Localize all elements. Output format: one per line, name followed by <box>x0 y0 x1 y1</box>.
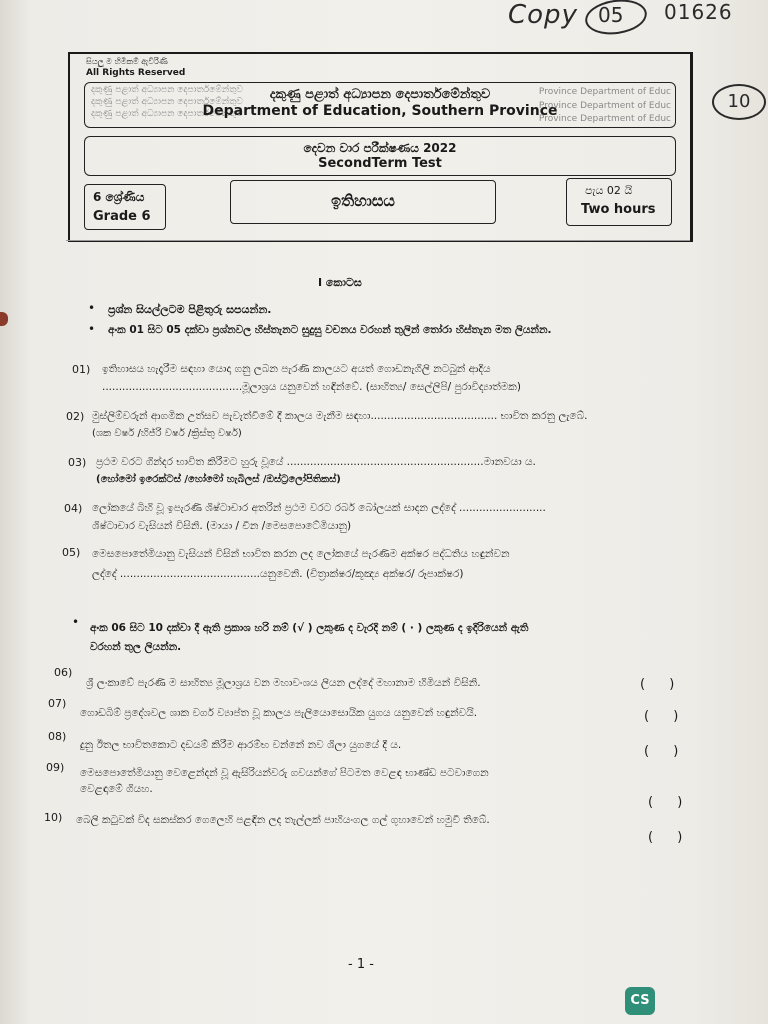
question-number-01: 01) <box>72 363 91 376</box>
duration-sinhala: පැය 02 යි <box>585 184 633 197</box>
question-number-02: 02) <box>66 410 85 423</box>
section-title: I කොටස <box>318 276 362 289</box>
question-number-08: 08) <box>48 730 67 743</box>
camscanner-logo-icon: CS <box>625 987 655 1015</box>
handwritten-copy-number: 05 <box>598 3 624 27</box>
duration-english: Two hours <box>581 202 656 217</box>
term-box <box>84 136 676 176</box>
question-05-line1: මෙසපොතේමියානු වැසියන් විසින් භාවිත කරන ලද ලෝකයේ පැරණිම අක්ෂර පද්ධතිය හඳුන්වන <box>92 548 510 560</box>
banner-watermark-left: දකුණු පළාත් අධ්‍යාපන දෙපාර්තමේන්තුව <box>91 85 243 95</box>
question-number-05: 05) <box>62 546 81 559</box>
instruction-2: අංක 01 සිට 05 දක්වා ප්‍රශ්නවල හිස්තැනට සුදුසු වචනය වරහන් තුලින් තෝරා හිස්තැන මත ලියන්න. <box>108 324 552 336</box>
answer-box-09[interactable]: ( ) <box>648 795 693 810</box>
question-08-text: දුනු ඊතල භාවිතකොට දඩයම් කිරීම ආරම්භ වන්නේ නව ශිලා යුගයේ දී ය. <box>80 739 402 751</box>
banner-watermark-right-2: Province Department of Educ <box>538 101 671 111</box>
rights-english: All Rights Reserved <box>86 68 186 78</box>
question-number-03: 03) <box>68 456 87 469</box>
answer-box-10[interactable]: ( ) <box>648 830 693 845</box>
answer-box-06[interactable]: ( ) <box>640 677 685 692</box>
question-number-07: 07) <box>48 697 67 710</box>
bullet-3: • <box>72 615 80 629</box>
grade-english: Grade 6 <box>93 209 151 224</box>
rights-sinhala: සියලු ම හිමිකම් ඇවිරිණි <box>86 57 168 66</box>
question-number-10: 10) <box>44 811 63 824</box>
question-04-line1: ලෝකයේ බිහි වූ ඉපැරණි ශිෂ්ටාචාර අතරින් ප්‍රථම වරට රබර් බෝලයක් සාදන ලද්දේ .......................... <box>92 502 546 514</box>
binder-hole-mark <box>0 312 8 326</box>
bullet-2: • <box>88 322 96 336</box>
header-rule <box>66 240 690 241</box>
question-09-text-2: වෙළඳාමේ ගියහ. <box>80 783 153 795</box>
banner-watermark-right: Province Department of Educ <box>538 87 671 97</box>
instruction-1: ප්‍රශ්න සියල්ලටම පිළිතුරු සපයන්න. <box>108 303 272 316</box>
banner-watermark-left-3: දකුණු පළාත් අධ්‍යාපන දෙපාර්තමේන්තුව <box>91 109 243 119</box>
question-04-line2: ශිෂ්ටාචාර වැසියන් විසිනි. (මායා / චීන /මෙසපොටේමියානු) <box>92 520 352 532</box>
question-09-text: මෙසපොතේමියානු වෙළෙන්දන් වූ ඇසිරියන්වරු ගවයන්ගේ පිටමත වෙළඳ භාණ්ඩ පටවාගෙන <box>80 767 489 779</box>
bullet-1: • <box>88 301 96 315</box>
question-number-04: 04) <box>64 502 83 515</box>
tf-instruction-line2: වරහන් තුල ලියන්න. <box>90 641 182 653</box>
tf-instruction-line1: අංක 06 සිට 10 දක්වා දී ඇති ප්‍රකාශ හරි නම් (√ ) ලකුණ ද වැරදි නම් ( · ) ලකුණ ද ඉදිරියෙන් ඇති <box>90 622 529 634</box>
question-05-line2: ලද්දේ ..........................................යනුවෙනි. (චිත්‍රාක්ෂර/කූඤ්‍ය අක්ෂර/ රූපාක්ෂර) <box>92 568 464 580</box>
question-07-text: ගොඩබිම් ප්‍රදේශවල ශාක වර්ග ව්‍යාප්ත වූ කාලය පැලියොසොයික යුගය යනුවෙන් හඳුන්වයි. <box>80 707 478 719</box>
question-number-09: 09) <box>46 761 65 774</box>
banner-watermark-left-2: දකුණු පළාත් අධ්‍යාපන දෙපාර්තමේන්තුව <box>91 97 243 107</box>
question-01-line2: ..........................................මූලාශ්‍රය යනුවෙන් හඳින්වේ. (සාහිත්‍ය/ සෙල්ලිපි/ පුරාවිද්‍යාත්මක) <box>102 381 521 393</box>
question-02-line2: (ශක වර්ෂ /හිජ්රි වර්ෂ /ක්‍රිස්තු වර්ෂ) <box>92 428 242 439</box>
question-03-line1: ප්‍රථම වරට ගින්දර භාවිත කිරීමට හුරු වූයේ ...........................................................මානවයා ය. <box>96 456 536 468</box>
term-sinhala: දෙවන වාර පරීක්ෂණය 2022 <box>303 141 457 155</box>
question-06-text: ශ්‍රී ලංකාවේ පැරණි ම සාහිත්‍ය මූලාශ්‍රය වන මහාවංශය ලියන ලද්දේ මහානාම හිමියන් විසිනි. <box>86 677 481 689</box>
department-sinhala: දකුණු පළාත් අධ්‍යාපන දෙපාර්තමේන්තුව <box>269 87 491 102</box>
total-mark: 10 <box>712 84 766 120</box>
question-10-text: බෙලි කටුවක් විද සකස්කර ගෙලෙහි පළඳින ලද තැල්ලක් පාහියංගල ගල් ගුහාවෙන් හමුවී තිබේ. <box>76 814 490 826</box>
subject-title: ඉතිහාසය <box>331 191 395 210</box>
answer-box-07[interactable]: ( ) <box>644 709 689 724</box>
question-01-line1: ඉතිහාසය හැදෑරීම සඳහා යොදා ගනු ලබන පැරණි කාලයට අයත් ගොඩනැගිලි නටබුන් ආදිය <box>102 363 491 375</box>
question-02-line1: මුස්ලිම්වරුන් ආගමික උත්සව පැවැත්වීමේ දී කාලය මැනීම සඳහා...................................... භාවිත කරනු ලැබේ. <box>92 410 588 422</box>
term-english: SecondTerm Test <box>318 156 442 171</box>
grade-box <box>84 184 166 230</box>
serial-number: 01626 <box>664 0 733 24</box>
grade-sinhala: 6 ශ්‍රේණිය <box>93 190 145 204</box>
subject-box <box>230 180 496 224</box>
department-banner <box>84 82 676 128</box>
handwritten-copy-note: Copy <box>508 0 578 30</box>
duration-box <box>566 178 672 226</box>
department-english: Department of Education, Southern Province <box>202 103 558 119</box>
question-03-line2: (හෝමෝ ඉරෙක්ටස් /හෝමෝ හැබිලස් /ඔස්ට්‍රලෝපිතිකස්) <box>96 474 341 485</box>
page-number: - 1 - <box>348 957 374 972</box>
banner-watermark-right-3: Province Department of Educ <box>538 114 671 124</box>
question-number-06: 06) <box>54 666 73 679</box>
answer-box-08[interactable]: ( ) <box>644 744 689 759</box>
exam-header <box>68 52 693 242</box>
